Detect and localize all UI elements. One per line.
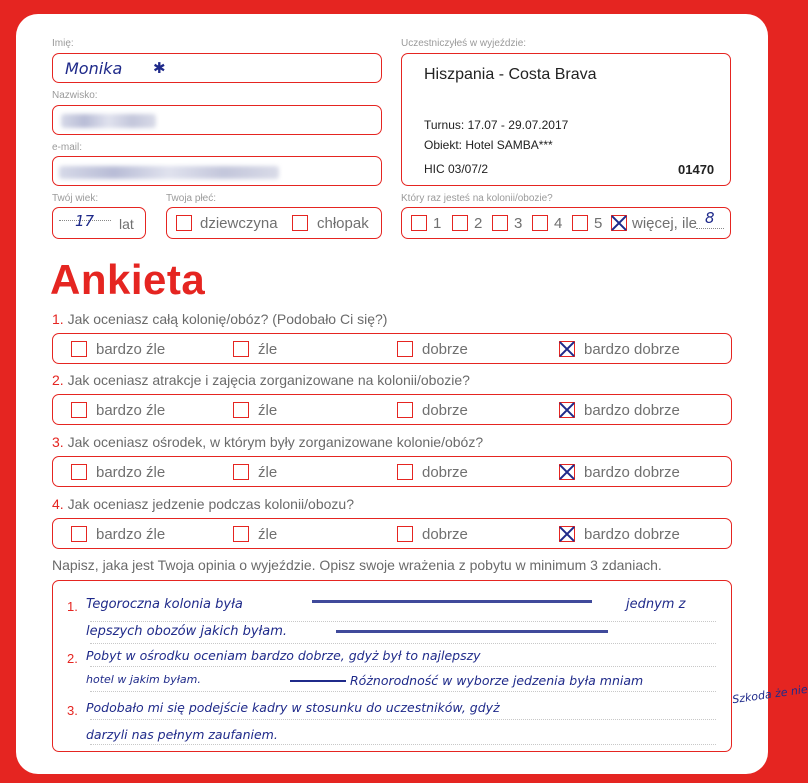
answer-2-line-3: Różnorodność w wyborze jedzenia była mniam: [350, 673, 644, 688]
times-more-value: 8: [705, 209, 715, 227]
name-field[interactable]: [52, 53, 382, 83]
opinion-line-1: [90, 621, 716, 622]
times-field: [401, 207, 731, 239]
question-label: Jak oceniasz atrakcje i zajęcia zorganizowane na kolonii/obozie?: [67, 372, 470, 388]
rating-checkbox-bardzo-dobrze[interactable]: [559, 402, 575, 418]
question-number: 1.: [52, 311, 64, 327]
rating-checkbox-źle[interactable]: [233, 341, 249, 357]
times-label-3: 3: [514, 215, 523, 232]
rating-label: dobrze: [422, 526, 468, 543]
rating-label: źle: [258, 526, 278, 543]
rating-label: dobrze: [422, 402, 468, 419]
age-label: Twój wiek:: [52, 193, 99, 204]
rating-label: bardzo dobrze: [584, 464, 680, 481]
scribble-mark: ✱: [153, 59, 166, 77]
times-more-label: więcej, ile: [632, 215, 698, 232]
rating-label: bardzo źle: [96, 464, 166, 481]
answer-2-line-1: Pobyt w ośrodku oceniam bardzo dobrze, gdyż był to najlepszy: [86, 648, 481, 663]
times-label-1: 1: [433, 215, 442, 232]
gender-female-checkbox[interactable]: [176, 215, 192, 231]
redacted-email: [59, 166, 279, 179]
question-4-rating-row: [52, 518, 732, 549]
times-dotline: [696, 228, 724, 229]
trip-destination: Hiszpania - Costa Brava: [424, 66, 597, 83]
question-4-text: [52, 496, 354, 512]
rating-checkbox-dobrze[interactable]: [397, 341, 413, 357]
question-2-rating-row: [52, 394, 732, 425]
surname-label: Nazwisko:: [52, 90, 98, 101]
answer-1-line-1: Tegoroczna kolonia była: [86, 597, 243, 612]
trip-label: Uczestniczyłeś w wyjeździe:: [401, 38, 527, 49]
times-checkbox-4[interactable]: [532, 215, 548, 231]
trip-obiekt: Obiekt: Hotel SAMBA***: [424, 138, 553, 152]
email-field[interactable]: [52, 156, 382, 186]
question-1-text: [52, 311, 387, 327]
crossed-out-text: [336, 630, 608, 633]
times-checkbox-more[interactable]: [611, 215, 627, 231]
rating-label: źle: [258, 341, 278, 358]
name-label: Imię:: [52, 38, 74, 49]
email-label: e-mail:: [52, 142, 83, 153]
question-label: Jak oceniasz ośrodek, w którym były zorganizowane kolonie/obóz?: [67, 434, 484, 450]
rating-checkbox-dobrze[interactable]: [397, 464, 413, 480]
question-number: 2.: [52, 372, 64, 388]
question-number: 4.: [52, 496, 64, 512]
answer-1-line-2: jednym z: [626, 597, 686, 612]
trip-turnus: Turnus: 17.07 - 29.07.2017: [424, 118, 569, 132]
answer-1-number: 1.: [67, 599, 78, 614]
rating-label: bardzo źle: [96, 341, 166, 358]
answer-3-line-2: darzyli nas pełnym zaufaniem.: [86, 727, 278, 742]
rating-checkbox-dobrze[interactable]: [397, 526, 413, 542]
rating-label: bardzo dobrze: [584, 402, 680, 419]
surname-field[interactable]: [52, 105, 382, 135]
question-number: 3.: [52, 434, 64, 450]
rating-checkbox-bardzo-źle[interactable]: [71, 402, 87, 418]
trip-box: [401, 53, 731, 186]
rating-checkbox-bardzo-źle[interactable]: [71, 464, 87, 480]
opinion-line-4: [90, 691, 716, 692]
opinion-line-5: [90, 719, 716, 720]
rating-label: bardzo dobrze: [584, 341, 680, 358]
gender-field: [166, 207, 382, 239]
question-1-rating-row: [52, 333, 732, 364]
rating-label: dobrze: [422, 341, 468, 358]
trip-code: HIC 03/07/2: [424, 162, 489, 176]
times-label-2: 2: [474, 215, 483, 232]
rating-checkbox-bardzo-dobrze[interactable]: [559, 526, 575, 542]
answer-3-line-1: Podobało mi się podejście kadry w stosunku do uczestników, gdyż: [86, 700, 500, 715]
age-unit: lat: [119, 216, 134, 232]
answer-3-number: 3.: [67, 703, 78, 718]
rating-checkbox-źle[interactable]: [233, 464, 249, 480]
rating-checkbox-źle[interactable]: [233, 402, 249, 418]
rating-checkbox-dobrze[interactable]: [397, 402, 413, 418]
times-checkbox-1[interactable]: [411, 215, 427, 231]
question-3-rating-row: [52, 456, 732, 487]
gender-male-checkbox[interactable]: [292, 215, 308, 231]
rating-label: bardzo źle: [96, 402, 166, 419]
rating-checkbox-bardzo-dobrze[interactable]: [559, 464, 575, 480]
times-label-4: 4: [554, 215, 563, 232]
gender-female-label: dziewczyna: [200, 215, 278, 232]
opinion-line-6: [90, 744, 716, 745]
times-checkbox-5[interactable]: [572, 215, 588, 231]
rating-label: bardzo źle: [96, 526, 166, 543]
rating-label: źle: [258, 402, 278, 419]
opinion-line-2: [90, 643, 716, 644]
times-checkbox-2[interactable]: [452, 215, 468, 231]
rating-label: źle: [258, 464, 278, 481]
question-label: Jak oceniasz całą kolonię/obóz? (Podobało Ci się?): [67, 311, 388, 327]
margin-note: Szkoda że nie: [731, 682, 808, 707]
crossed-out-text: [290, 680, 346, 682]
times-label-5: 5: [594, 215, 603, 232]
rating-label: bardzo dobrze: [584, 526, 680, 543]
rating-checkbox-źle[interactable]: [233, 526, 249, 542]
trip-number: 01470: [678, 162, 715, 177]
rating-checkbox-bardzo-źle[interactable]: [71, 526, 87, 542]
answer-2-number: 2.: [67, 651, 78, 666]
crossed-out-text: [312, 600, 592, 603]
rating-checkbox-bardzo-źle[interactable]: [71, 341, 87, 357]
answer-2-line-2: hotel w jakim byłam.: [86, 673, 201, 686]
redacted-surname: [61, 114, 156, 128]
age-field[interactable]: [52, 207, 146, 239]
question-3-text: [52, 434, 483, 450]
gender-male-label: chłopak: [317, 215, 369, 232]
opinion-line-3: [90, 666, 716, 667]
gender-label: Twoja płeć:: [166, 193, 217, 204]
name-value: Monika: [65, 59, 123, 78]
age-value: 17: [75, 212, 95, 230]
question-2-text: [52, 372, 470, 388]
times-checkbox-3[interactable]: [492, 215, 508, 231]
times-label: Który raz jesteś na kolonii/obozie?: [401, 193, 553, 204]
survey-title: Ankieta: [50, 256, 206, 303]
answer-1-line-3: lepszych obozów jakich byłam.: [86, 624, 288, 639]
question-label: Jak oceniasz jedzenie podczas kolonii/obozu?: [67, 496, 354, 512]
opinion-prompt: Napisz, jaka jest Twoja opinia o wyjeździe. Opisz swoje wrażenia z pobytu w minimum 3 zdaniach.: [52, 557, 662, 573]
rating-checkbox-bardzo-dobrze[interactable]: [559, 341, 575, 357]
rating-label: dobrze: [422, 464, 468, 481]
